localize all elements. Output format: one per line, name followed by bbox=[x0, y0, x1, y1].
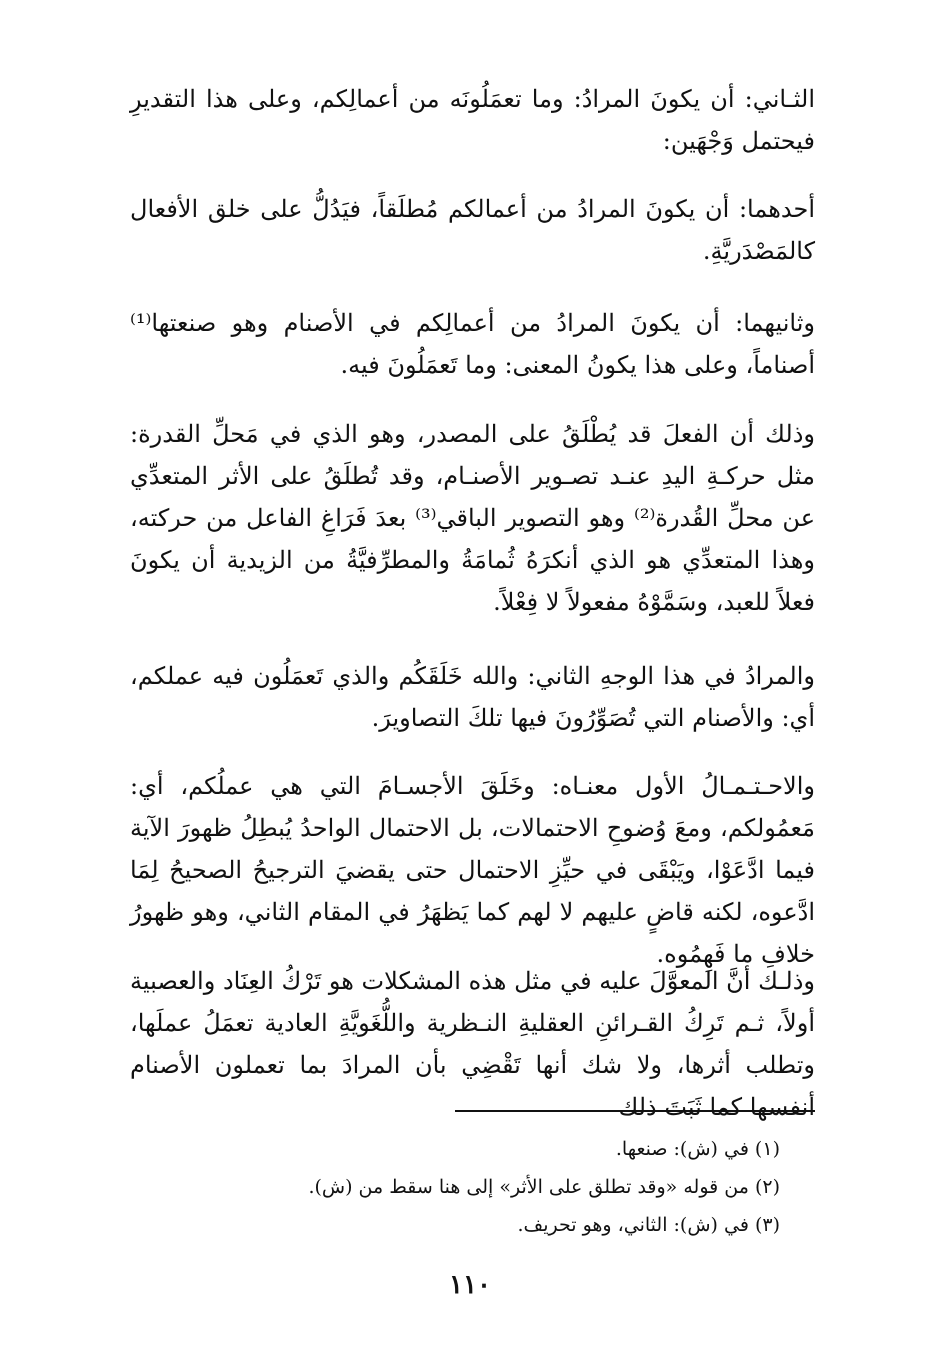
paragraph-reliance: وذلـك أنَّ المعوَّلَ عليه في مثل هذه المشكلات هو تَرْكُ العِنَاد والعصبية أولاً، ثـم تَرِكُ القـرائنِ العقليةِ النـظرية واللُّغَويَّةِ العادية تعمَلُ عملَها، وتطلب أثرها، ولا شك أنها تَقْضِي بأن المرادَ بما تعملون الأصنام أنفسها كما ثَبَتَ ذلك bbox=[130, 967, 815, 1121]
paragraph-first-possibility: والاحـتـمـالُ الأول معنـاه: وخَلَقَ الأجسـامَ التي هي عملُكم، أي: مَعمُولكم، ومعَ وُضوحِ الاحتمالات، بل الاحتمال الواحدُ يُبطِلُ ظهورَ الآية فيما ادَّعَوْا، ويَبْقَى في حيِّزِ الاحتمال حتى يقضيَ الترجيحُ الصحيحُ لِمَا ادَّعوه، لكنه قاضٍ عليهم لا لهم كما يَظهَرُ في المقام الثاني، وهو ظهورُ خلافِ ما فَهِمُوه. bbox=[130, 772, 815, 968]
footnotes-list bbox=[140, 1130, 780, 1244]
footnote-item: (٢) من قوله «وقد تطلق على الأثر» إلى هنا سقط من (ش). bbox=[308, 1176, 780, 1198]
paragraph-second-interpretation: الثـاني: أن يكونَ المرادُ: وما تعمَلُونَه من أعمالِكم، وعلى هذا التقديرِ فيحتمل وَجْهَين: bbox=[130, 85, 815, 155]
paragraph-meaning-second-aspect: والمرادُ في هذا الوجهِ الثاني: والله خَلَقَكُم والذي تَعمَلُون فيه عملكم، أي: والأصنام التي تُصَوِّرُونَ فيها تلكَ التصاويرَ. bbox=[130, 662, 815, 732]
footnote-item: (١) في (ش): صنعها. bbox=[615, 1138, 780, 1160]
paragraph-second-aspect: وثانيهما: أن يكونَ المرادُ من أعمالِكم في الأصنام وهو صنعتها⁽¹⁾ أصناماً، وعلى هذا يكونُ المعنى: وما تَعمَلُونَ فيه. bbox=[130, 309, 815, 379]
paragraph-first-aspect: أحدهما: أن يكونَ المرادُ من أعمالكم مُطلَقاً، فيَدُلُّ على خلق الأفعال كالمَصْدَريَّةِ. bbox=[130, 195, 815, 265]
footnote-separator bbox=[455, 1110, 815, 1112]
footnote-item: (٣) في (ش): الثاني، وهو تحريف. bbox=[517, 1214, 780, 1236]
page-number: ١١٠ bbox=[449, 1270, 491, 1300]
paragraph-verb-explanation: وذلك أن الفعلَ قد يُطْلَقُ على المصدر، وهو الذي في مَحلِّ القدرة: مثل حركـةِ اليدِ عنـد تصـوير الأصنـام، وقد تُطلَقُ على الأثر المتعدِّي عن محلِّ القُدرة⁽²⁾ وهو التصوير الباقي⁽³⁾ بعدَ فَرَاغِ الفاعل من حركته، وهذا المتعدِّي هو الذي أنكرَهُ ثُمامَةُ والمطرِّفيَّةُ من الزيدية أن يكونَ فعلاً للعبد، وسَمَّوْهُ مفعولاً لا فِعْلاً. bbox=[130, 420, 816, 616]
